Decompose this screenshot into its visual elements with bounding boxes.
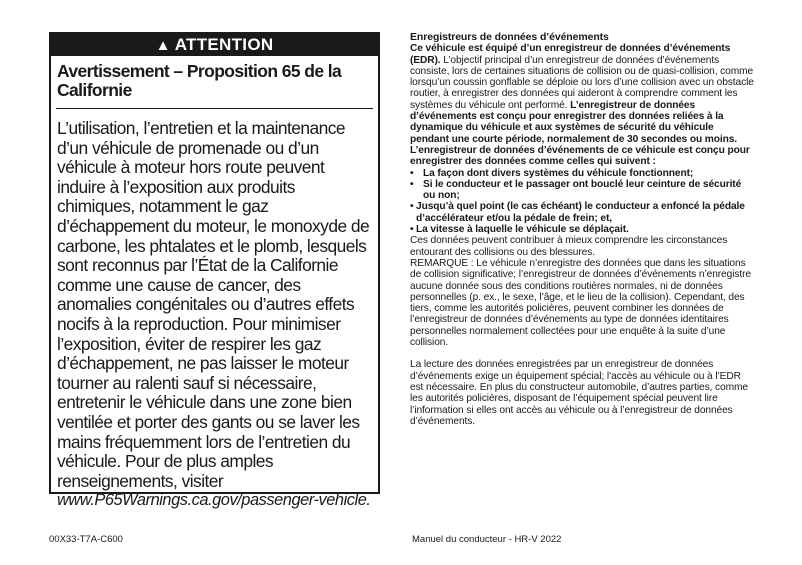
list-item: • La façon dont divers systèmes du véhicule fonctionnent;: [410, 167, 694, 179]
edr-after-bullets: Ces données peuvent contribuer à mieux comprendre les circonstances entourant des collisions ou des blessures.: [410, 235, 728, 258]
edr-intro-text: L’objectif principal d’un enregistreur de données d’événements consiste, lors de certaines situations de collision ou de quasi-collision, comme lorsqu’un coussin gonflable se déploie ou lors d’une collision avec un obstacle routier, à enregistrer des données qui aideront à comprendre comment les systèmes du véhicule ont performé.: [410, 54, 754, 111]
edr-intro-bold-2: L’enregistreur de données d’événements est conçu pour enregistrer des données reliées à la dynamique du véhicule et aux systèmes de sécurité du véhicule pendant une courte période, normalement de 30 secondes ou moins. L’enregistreur de données d’événements de ce véhicule est conçu pour enregistrer des données comme celles qui suivent :: [410, 99, 750, 168]
warning-title: Avertissement – Proposition 65 de la Californie: [57, 61, 342, 100]
edr-section: [410, 32, 755, 427]
edr-remarque: REMARQUE : Le véhicule n’enregistre des données que dans les situations de collision significative; l’enregistreur de données d’événements n’enregistre aucune donnée sous des conditions routières normales, ni de données personnelles (p. ex., le sexe, l’âge, et le lieu de la collision). Cependant, des tiers, comme les autorités policières, peuvent combiner les données de l’enregistreur de données d’événements au type de données identitaires personnelles normalement collectées pour une enquête à la suite d’une collision.: [410, 257, 751, 349]
warning-body-text: L’utilisation, l’entretien et la maintenance d’un véhicule de promenade ou d’un véhicule à moteur hors route peuvent induire à l’exposition aux produits chimiques, notamment le gaz d’échappement du moteur, le monoxyde de carbone, les phtalates et le plomb, lesquels sont reconnus par l’État de la Californie comme une cause de cancer, des anomalies congénitales ou d’autres effets nocifs à la reproduction. Pour minimiser l’exposition, éviter de respirer les gaz d’échappement, ne pas laisser le moteur tourner au ralenti sauf si nécessaire, entretenir le véhicule dans une zone bien ventilée et porter des gants ou se laver les mains fréquemment lors de l’entretien du véhicule. Pour de plus amples renseignements, visiter: [57, 118, 370, 491]
prop65-warning-box: [49, 32, 380, 510]
warning-body: [57, 119, 374, 511]
warning-divider: [56, 108, 373, 109]
warning-header: [51, 34, 378, 56]
list-item: • La vitesse à laquelle le véhicule se déplaçait.: [410, 224, 629, 236]
warning-header-label: ATTENTION: [174, 35, 274, 54]
footer-code: 00X33-T7A-C600: [49, 534, 123, 545]
footer-manual-title: Manuel du conducteur - HR-V 2022: [412, 534, 562, 545]
edr-intro-bold: Ce véhicule est équipé d’un enregistreur de données d’événements (EDR).: [410, 43, 731, 66]
list-item: • Jusqu’à quel point (le cas échéant) le conducteur a enfoncé la pédale d’accélérateur et/ou la pédale de frein; et,: [410, 201, 745, 224]
edr-reading-paragraph: La lecture des données enregistrées par un enregistreur de données d’événements exige un équipement spécial; l’accès au véhicule ou à l’EDR est nécessaire. En plus du constructeur automobile, d’autres parties, comme les autorités policières, disposant de l’équipement spécial peuvent lire l’information si elles ont accès au véhicule ou à l’enregistreur de données d’événements.: [410, 359, 748, 427]
edr-intro: [410, 43, 755, 167]
edr-heading: Enregistreurs de données d’événements: [410, 31, 609, 43]
warning-url-link[interactable]: www.P65Warnings.ca.gov/passenger-vehicle.: [57, 491, 371, 510]
list-item: • Si le conducteur et le passager ont bouclé leur ceinture de sécurité ou non;: [410, 178, 742, 202]
warning-triangle-icon: ▲: [155, 37, 171, 54]
